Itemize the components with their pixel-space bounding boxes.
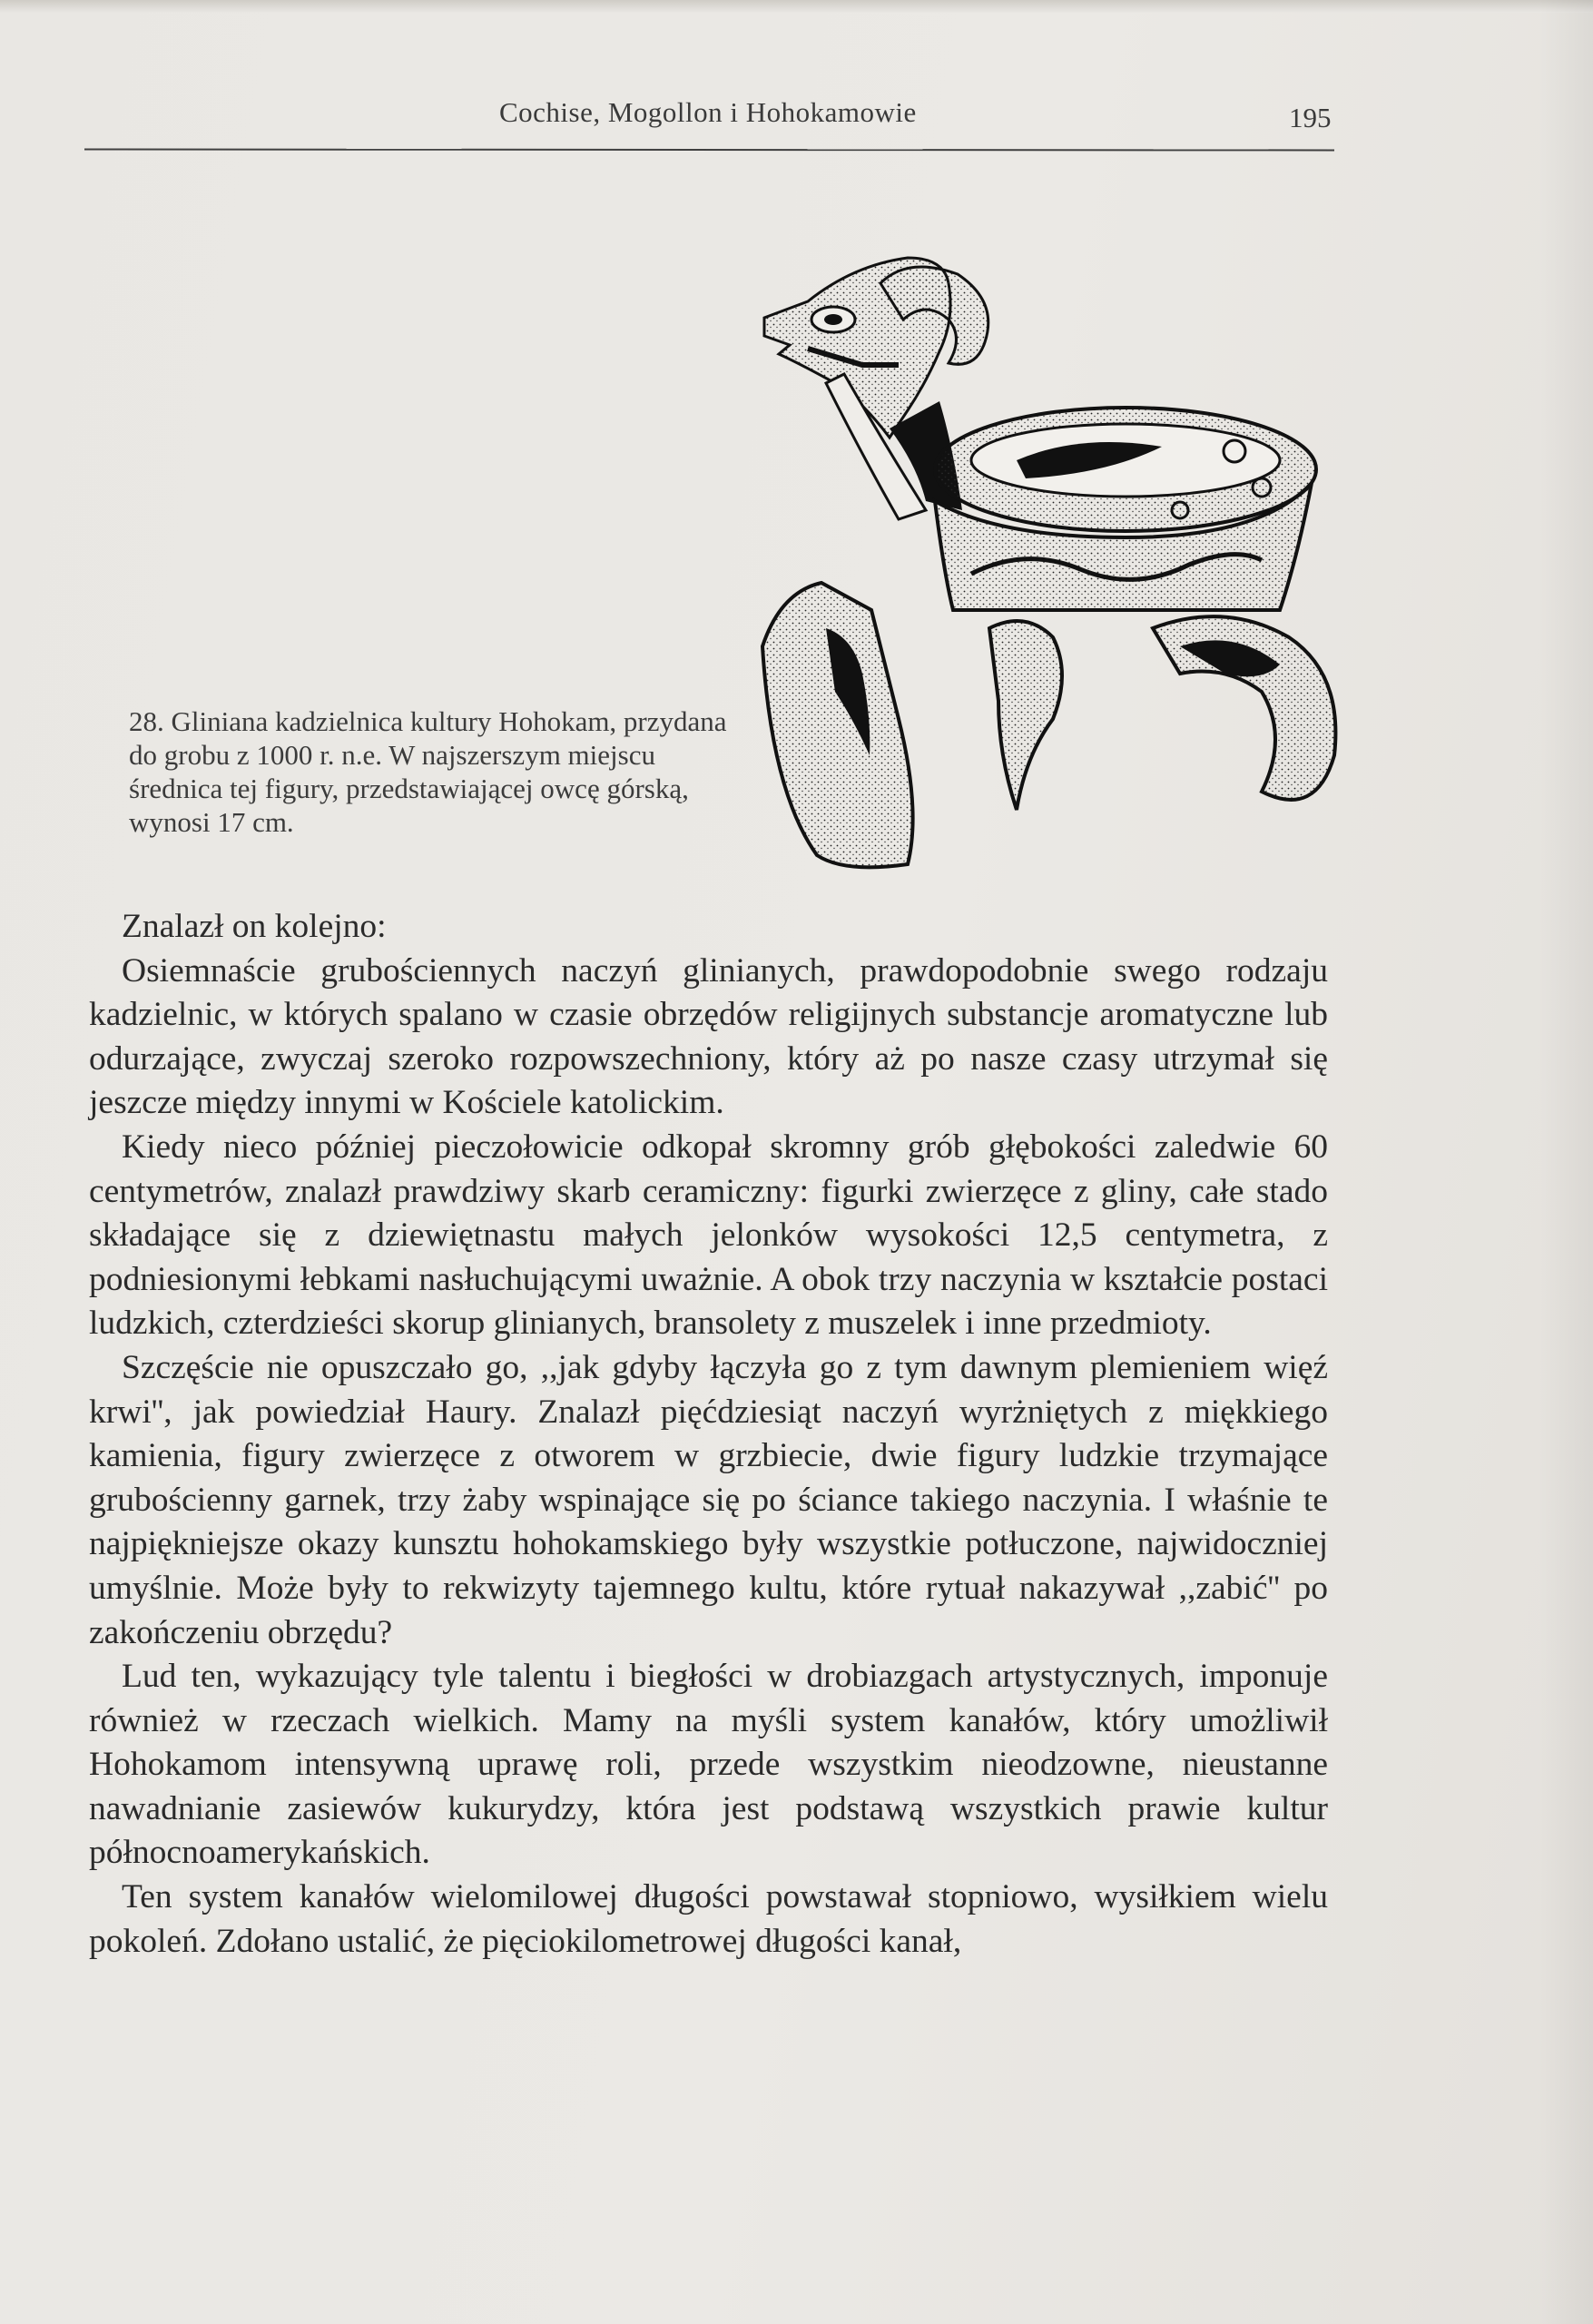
paragraph-2: Osiemnaście grubościennych naczyń glinianych, prawdopodobnie swego rodzaju kadzielnic, w których spalano w czasie obrzędów religijnych substancje aromatyczne lub odurzające, zwyczaj szeroko rozpowszechniony, który aż po nasze czasy utrzymał się jeszcze między innymi w Kościele katolickim. xyxy=(89,951,1328,1122)
body-text xyxy=(89,905,1328,1964)
paragraph-1: Znalazł on kolejno: xyxy=(122,908,387,945)
paragraph-3: Kiedy nieco później pieczołowicie odkopał skromny grób głębokości zaledwie 60 centymetrów, znalazł prawdziwy skarb ceramiczny: figurki zwierzęce z gliny, całe stado składające się z dziewiętnastu małych jelonków wysokości 12,5 centymetra, z podniesionymi łebkami nasłuchującymi uważnie. A obok trzy naczynia w kształcie postaci ludzkich, czterdzieści skorup glinianych, bransolety z muszelek i inne przedmioty. xyxy=(89,1128,1328,1343)
running-header xyxy=(0,96,1593,142)
header-rule xyxy=(84,149,1334,152)
page-right-shadow xyxy=(1539,0,1593,2324)
paragraph-6: Ten system kanałów wielomilowej długości powstawał stopniowo, wysiłkiem wielu pokoleń. Zdołano ustalić, że pięciokilometrowej długości kanał, xyxy=(89,1878,1328,1960)
page-top-edge xyxy=(0,0,1593,13)
running-title: Cochise, Mogollon i Hohokamowie xyxy=(499,96,917,128)
figure-caption: 28. Gliniana kadzielnica kultury Hohokam, przydana do grobu z 1000 r. n.e. W najszerszym miejscu średnica tej figury, przedstawiającej owcę górską, wynosi 17 cm. xyxy=(129,705,727,838)
figure-illustration xyxy=(753,247,1343,882)
page-number: 195 xyxy=(1289,102,1332,133)
mountain-sheep-censer-drawing xyxy=(753,247,1343,882)
paragraph-4: Szczęście nie opuszczało go, ,,jak gdyby łączyła go z tym dawnym plemieniem więź krwi'', jak powiedział Haury. Znalazł pięćdziesiąt naczyń wyrżniętych z miękkiego kamienia, figury zwierzęce z otworem w grzbiecie, dwie figury ludzkie trzymające grubościenny garnek, trzy żaby wspinające się po ściance takiego naczynia. I właśnie te najpiękniejsze okazy kunsztu hohokamskiego były wszystkie potłuczone, najwidoczniej umyślnie. Może były to rekwizyty tajemnego kultu, które rytuał nakazywał ,,zabić'' po zakończeniu obrzędu? xyxy=(89,1348,1328,1651)
paragraph-5: Lud ten, wykazujący tyle talentu i biegłości w drobiazgach artystycznych, imponuje również w rzeczach wielkich. Mamy na myśli system kanałów, który umożliwił Hohokamom intensywną uprawę roli, przede wszystkim nieodzowne, nieustanne nawadnianie zasiewów kukurydzy, która jest podstawą wszystkich prawie kultur północnoamerykańskich. xyxy=(89,1658,1328,1872)
